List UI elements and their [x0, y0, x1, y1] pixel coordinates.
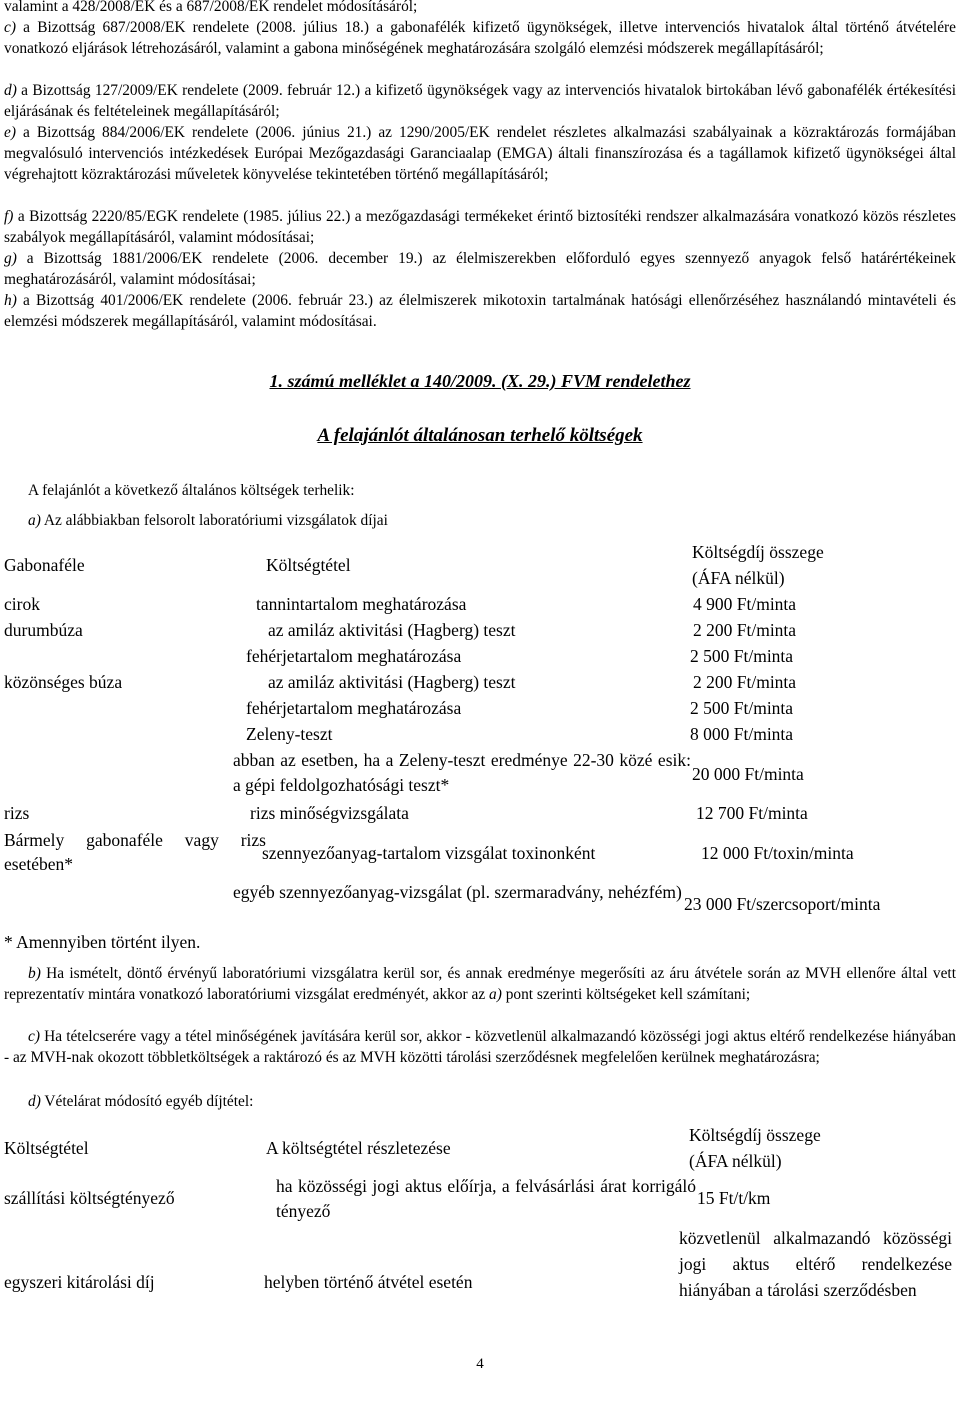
table2-cell: ha közösségi jogi aktus előírja, a felvásárlási árat korrigáló tényező: [276, 1176, 696, 1221]
table1-cell: Zeleny-teszt: [246, 724, 333, 744]
table1-header-fee-a: Költségdíj összege: [692, 542, 824, 562]
section-title: A felajánlót általánosan terhelő költségek: [317, 425, 643, 446]
table1-cell: abban az esetben, ha a Zeleny-teszt eredménye 22-30 közé esik: a gépi feldolgozhatósági teszt*: [233, 750, 691, 795]
table1-cell: egyéb szennyezőanyag-vizsgálat (pl. szermaradvány, nehézfém): [233, 882, 682, 902]
table1-cell: 2 200 Ft/minta: [693, 620, 797, 640]
item-d: d) Vételárat módosító egyéb díjtétel:: [28, 1093, 254, 1110]
table2-header-fee-b: (ÁFA nélkül): [689, 1151, 782, 1171]
intro-item-d: d) a Bizottság 127/2009/EK rendelete (2009. február 12.) a kifizető ügynökségek vagy az intervenciós hivatalok birtokában lévő gabonafélék értékesítési eljárásának és feltételeinek megállapításáról;: [4, 82, 956, 121]
item-c: c) Ha tételcserére vagy a tétel minőségének javítására kerül sor, akkor - közvetlenül alkalmazandó közösségi jogi aktus eltérő rendelkezése hiányában - az MVH-nak okozott többletköltségek a raktározó és az MVH közötti tárolási szerződésnek megfelelően kerülnek meghatározásra;: [4, 1028, 956, 1067]
page-number: 4: [476, 1356, 484, 1372]
intro-item-e: e) a Bizottság 884/2006/EK rendelete (2006. június 21.) az 1290/2005/EK rendelet részletes alkalmazási szabályainak a közraktározás formájában megvalósuló intervenciós intézkedések Európai Mezőgazdasági Garanciaalap (EMGA) általi finanszírozása és a tagállamok kifizető ügynökségei által végrehajtott közraktározási műveletek könyvelése tekintetében történő megállapításáról;: [4, 124, 956, 184]
item-b: b) Ha ismételt, döntő érvényű laboratóriumi vizsgálatra kerül sor, és annak eredménye megerősíti az áru átvétele során az MVH ellenőre által vett reprezentatív mintára vonatkozó laboratóriumi vizsgálat eredményét, akkor az a) pont szerinti költségeket kell számítani;: [4, 965, 956, 1004]
table1-header-grain: Gabonaféle: [4, 555, 85, 575]
intro-item-f: f) a Bizottság 2220/85/EGK rendelete (1985. július 22.) a mezőgazdasági termékeket érintő biztosítéki rendszer alkalmazására vonatkozó közös részletes szabályok megállapításáról, valamint módosításai;: [4, 208, 956, 247]
table1-cell: fehérjetartalom meghatározása: [246, 698, 462, 718]
intro-line-a: valamint a 428/2008/EK és a 687/2008/EK rendelet módosításáról;: [4, 0, 418, 15]
table2-cell: 15 Ft/t/km: [697, 1188, 771, 1208]
table1-cell: rizs: [4, 803, 30, 823]
table2-cell: közvetlenül alkalmazandó közösségi jogi aktus eltérő rendelkezése hiányában a tárolási szerződésben: [679, 1228, 952, 1300]
table2-header-item: Költségtétel: [4, 1138, 89, 1158]
intro-item-g: g) a Bizottság 1881/2006/EK rendelete (2006. december 19.) az élelmiszerekben előforduló egyes szennyező anyagok felső határértékeinek meghatározásáról, valamint módosításai;: [4, 250, 956, 289]
table1-cell: 8 000 Ft/minta: [690, 724, 794, 744]
table1-cell: az amiláz aktivitási (Hagberg) teszt: [268, 620, 516, 640]
intro-item-h: h) a Bizottság 401/2006/EK rendelete (2006. február 23.) az élelmiszerek mikotoxin tartalmának hatósági ellenőrzéséhez használandó mintavételi és elemzési módszerek megállapításáról, valamint módosításai.: [4, 292, 956, 331]
table2-cell: szállítási költségtényező: [4, 1188, 175, 1208]
table1-footnote: * Amennyiben történt ilyen.: [4, 932, 201, 952]
table1-cell: 23 000 Ft/szercsoport/minta: [684, 894, 881, 914]
table2-header-detail: A költségtétel részletezése: [266, 1138, 451, 1158]
lead-text: A felajánlót a következő általános költségek terhelik:: [28, 482, 355, 499]
table1-cell: Bármely gabonaféle vagy rizs esetében*: [4, 830, 266, 874]
table2-cell: egyszeri kitárolási díj: [4, 1272, 155, 1292]
table1-cell: 12 700 Ft/minta: [696, 803, 808, 823]
intro-item-c: c) a Bizottság 687/2008/EK rendelete (2008. július 18.) a gabonafélék kifizető ügynökségek, illetve intervenciós hivatalok által történő átvételére vonatkozó eljárások létrehozásáról, valamint a gabona minőségének meghatározására szolgáló elemzési módszerek megállapításáról;: [4, 19, 956, 58]
table1-cell: fehérjetartalom meghatározása: [246, 646, 462, 666]
table1-cell: 2 200 Ft/minta: [693, 672, 797, 692]
table1-cell: durumbúza: [4, 620, 83, 640]
table1-header-fee-b: (ÁFA nélkül): [692, 568, 785, 588]
table1-cell: szennyezőanyag-tartalom vizsgálat toxinonként: [262, 843, 596, 863]
table1-cell: közönséges búza: [4, 672, 123, 692]
table1-cell: az amiláz aktivitási (Hagberg) teszt: [268, 672, 516, 692]
table1-cell: 2 500 Ft/minta: [690, 698, 794, 718]
table1-cell: 2 500 Ft/minta: [690, 646, 794, 666]
table1-cell: rizs minőségvizsgálata: [250, 803, 409, 823]
table2-header-fee-a: Költségdíj összege: [689, 1125, 821, 1145]
item-a: a) Az alábbiakban felsorolt laboratóriumi vizsgálatok díjai: [28, 512, 388, 529]
table1-cell: cirok: [4, 594, 40, 614]
table1-cell: 20 000 Ft/minta: [692, 764, 804, 784]
table1-cell: tannintartalom meghatározása: [256, 594, 467, 614]
annex-title: 1. számú melléklet a 140/2009. (X. 29.) FVM rendelethez: [269, 371, 691, 391]
table1-header-item: Költségtétel: [266, 555, 351, 575]
table2-cell: helyben történő átvétel esetén: [264, 1272, 473, 1292]
table1-cell: 4 900 Ft/minta: [693, 594, 797, 614]
table1-cell: 12 000 Ft/toxin/minta: [701, 843, 854, 863]
